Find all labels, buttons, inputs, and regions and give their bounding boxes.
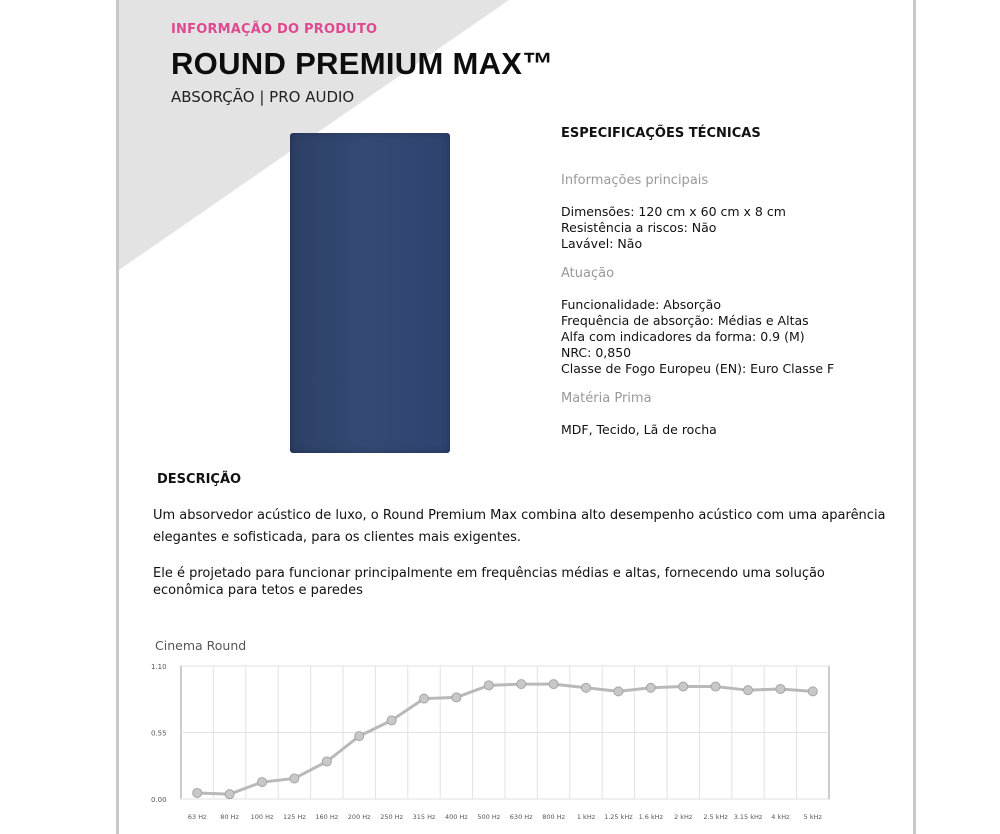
data-point	[387, 716, 396, 725]
description-heading: DESCRIÇÃO	[157, 472, 242, 487]
x-tick-label: 800 Hz	[542, 813, 565, 821]
data-point	[711, 682, 720, 691]
product-subtitle: ABSORÇÃO | PRO AUDIO	[171, 88, 355, 106]
product-info-kicker: INFORMAÇÃO DO PRODUTO	[171, 22, 378, 37]
data-point	[646, 683, 655, 692]
data-point	[679, 682, 688, 691]
data-point	[484, 681, 493, 690]
spec-group-acting	[561, 266, 881, 377]
data-point	[452, 693, 461, 702]
chart-title: Cinema Round	[155, 638, 247, 653]
x-tick-label: 125 Hz	[283, 813, 306, 821]
data-point	[420, 694, 429, 703]
data-point	[193, 788, 202, 797]
technical-specs	[561, 126, 881, 452]
spec-line: Resistência a riscos: Não	[561, 220, 717, 235]
spec-line: Dimensões: 120 cm x 60 cm x 8 cm	[561, 204, 786, 219]
data-point	[355, 732, 364, 741]
x-tick-label: 4 kHz	[771, 813, 790, 821]
x-tick-label: 2 kHz	[674, 813, 693, 821]
data-point	[744, 686, 753, 695]
x-tick-label: 400 Hz	[445, 813, 468, 821]
spec-group-material	[561, 391, 881, 438]
spec-group-title: Informações principais	[561, 173, 709, 188]
specs-heading: ESPECIFICAÇÕES TÉCNICAS	[561, 126, 761, 141]
spec-line: Classe de Fogo Europeu (EN): Euro Classe F	[561, 361, 835, 376]
x-tick-label: 1.6 kHz	[638, 813, 664, 821]
data-point	[517, 680, 526, 689]
absorption-chart	[147, 656, 837, 834]
x-tick-label: 160 Hz	[315, 813, 339, 821]
spec-line: MDF, Tecido, Lã de rocha	[561, 422, 717, 437]
data-point	[549, 680, 558, 689]
spec-line: Frequência de absorção: Médias e Altas	[561, 313, 809, 328]
spec-line: Alfa com indicadores da forma: 0.9 (M)	[561, 329, 805, 344]
spec-group-title: Matéria Prima	[561, 391, 652, 406]
description-paragraph-2: Ele é projetado para funcionar principalmente em frequências médias e altas, fornecendo uma solução econômica para tetos e paredes	[153, 566, 825, 598]
x-tick-label: 315 Hz	[412, 813, 436, 821]
product-title: ROUND PREMIUM MAX™	[171, 46, 554, 81]
x-tick-label: 1 kHz	[576, 813, 596, 821]
data-point	[776, 684, 785, 693]
x-tick-label: 63 Hz	[187, 813, 207, 821]
y-tick-label: 0.55	[151, 729, 167, 738]
data-point	[225, 790, 234, 799]
data-point	[808, 687, 817, 696]
x-tick-label: 5 kHz	[803, 813, 822, 821]
x-tick-label: 200 Hz	[347, 813, 371, 821]
data-point	[258, 778, 267, 787]
x-tick-label: 100 Hz	[250, 813, 274, 821]
x-tick-label: 630 Hz	[509, 813, 533, 821]
spec-group-title: Atuação	[561, 266, 615, 281]
x-tick-label: 1.25 kHz	[604, 813, 633, 821]
description-paragraph-1: Um absorvedor acústico de luxo, o Round Premium Max combina alto desempenho acústico com uma aparência elegantes e sofisticada, para os clientes mais exigentes.	[153, 508, 886, 545]
spec-line: Lavável: Não	[561, 236, 643, 251]
x-tick-label: 2.5 kHz	[703, 813, 728, 821]
x-tick-label: 500 Hz	[477, 813, 501, 821]
x-tick-label: 3.15 kHz	[733, 813, 763, 821]
data-point	[290, 774, 299, 783]
y-tick-label: 0.00	[151, 796, 167, 804]
x-tick-label: 250 Hz	[380, 813, 403, 821]
data-point	[322, 757, 331, 766]
product-sheet	[116, 0, 916, 834]
y-tick-label: 1.10	[151, 663, 167, 671]
data-point	[582, 683, 591, 692]
product-panel-image	[290, 133, 450, 453]
spec-line: Funcionalidade: Absorção	[561, 297, 721, 312]
spec-line: NRC: 0,850	[561, 345, 632, 360]
x-tick-label: 80 Hz	[220, 813, 239, 821]
data-point	[614, 687, 623, 696]
spec-group-main	[561, 173, 881, 252]
